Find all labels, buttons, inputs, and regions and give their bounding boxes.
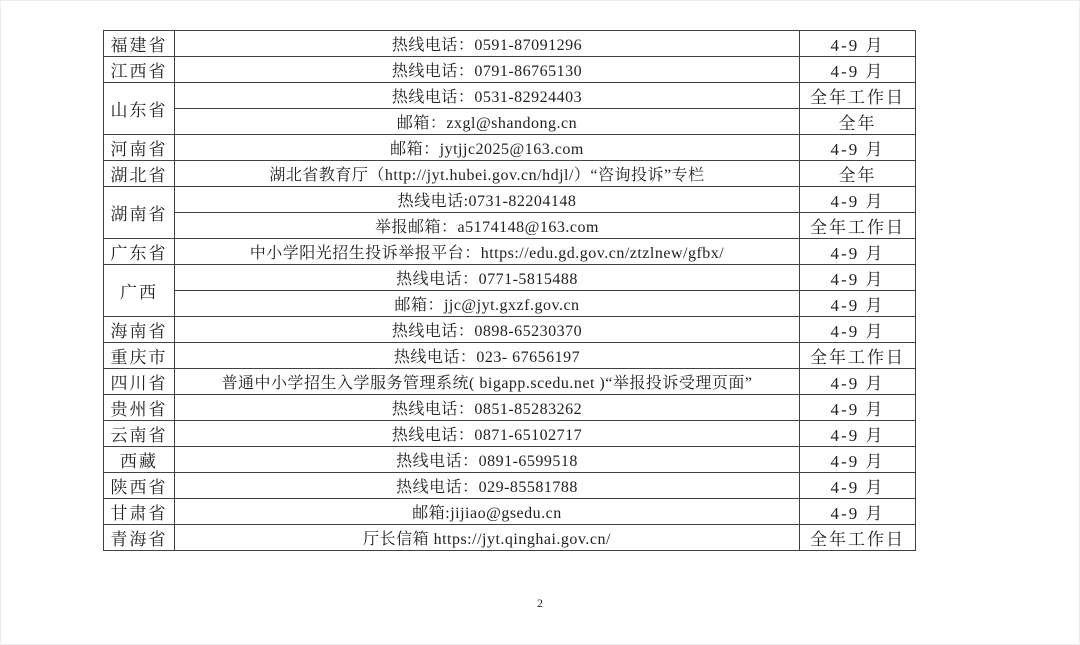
contact-channel-cell: 邮箱:jijiao@gsedu.cn bbox=[175, 499, 800, 525]
table-row bbox=[104, 473, 916, 499]
province-cell: 贵州省 bbox=[104, 395, 175, 421]
period-cell: 4-9 月 bbox=[800, 395, 916, 421]
period-cell: 4-9 月 bbox=[800, 499, 916, 525]
period-cell: 4-9 月 bbox=[800, 57, 916, 83]
table-row bbox=[104, 109, 916, 135]
province-cell: 福建省 bbox=[104, 31, 175, 57]
contact-channel-cell: 热线电话：029-85581788 bbox=[175, 473, 800, 499]
table-row bbox=[104, 265, 916, 291]
province-cell: 重庆市 bbox=[104, 343, 175, 369]
province-cell: 海南省 bbox=[104, 317, 175, 343]
contact-channel-cell: 厅长信箱 https://jyt.qinghai.gov.cn/ bbox=[175, 525, 800, 551]
province-cell: 江西省 bbox=[104, 57, 175, 83]
table-row bbox=[104, 291, 916, 317]
complaint-channels-table-body bbox=[104, 31, 916, 551]
province-cell: 青海省 bbox=[104, 525, 175, 551]
page-number: 2 bbox=[537, 596, 543, 610]
contact-channel-cell: 热线电话：0791-86765130 bbox=[175, 57, 800, 83]
table-row bbox=[104, 369, 916, 395]
table-row bbox=[104, 213, 916, 239]
table-row bbox=[104, 447, 916, 473]
period-cell: 全年工作日 bbox=[800, 343, 916, 369]
period-cell: 4-9 月 bbox=[800, 31, 916, 57]
period-cell: 4-9 月 bbox=[800, 265, 916, 291]
table-row bbox=[104, 31, 916, 57]
period-cell: 4-9 月 bbox=[800, 369, 916, 395]
complaint-channels-table bbox=[103, 30, 916, 551]
contact-channel-cell: 邮箱：jjc@jyt.gxzf.gov.cn bbox=[175, 291, 800, 317]
province-cell: 陕西省 bbox=[104, 473, 175, 499]
contact-channel-cell: 湖北省教育厅（http://jyt.hubei.gov.cn/hdjl/）“咨询投诉”专栏 bbox=[175, 161, 800, 187]
province-cell: 广西 bbox=[104, 265, 175, 317]
period-cell: 4-9 月 bbox=[800, 317, 916, 343]
contact-channel-cell: 热线电话：0531-82924403 bbox=[175, 83, 800, 109]
table-row bbox=[104, 343, 916, 369]
table-row bbox=[104, 525, 916, 551]
table-row bbox=[104, 187, 916, 213]
province-cell: 云南省 bbox=[104, 421, 175, 447]
contact-channel-cell: 热线电话：0891-6599518 bbox=[175, 447, 800, 473]
period-cell: 4-9 月 bbox=[800, 187, 916, 213]
period-cell: 全年工作日 bbox=[800, 525, 916, 551]
period-cell: 4-9 月 bbox=[800, 291, 916, 317]
period-cell: 4-9 月 bbox=[800, 473, 916, 499]
period-cell: 全年工作日 bbox=[800, 83, 916, 109]
table-row bbox=[104, 421, 916, 447]
province-cell: 四川省 bbox=[104, 369, 175, 395]
table-row bbox=[104, 135, 916, 161]
contact-channel-cell: 热线电话：0851-85283262 bbox=[175, 395, 800, 421]
period-cell: 全年 bbox=[800, 109, 916, 135]
period-cell: 4-9 月 bbox=[800, 447, 916, 473]
period-cell: 4-9 月 bbox=[800, 135, 916, 161]
period-cell: 全年 bbox=[800, 161, 916, 187]
contact-channel-cell: 邮箱：jytjjc2025@163.com bbox=[175, 135, 800, 161]
table-row bbox=[104, 239, 916, 265]
period-cell: 4-9 月 bbox=[800, 239, 916, 265]
table-row bbox=[104, 499, 916, 525]
table-row bbox=[104, 161, 916, 187]
province-cell: 甘肃省 bbox=[104, 499, 175, 525]
period-cell: 全年工作日 bbox=[800, 213, 916, 239]
contact-channel-cell: 中小学阳光招生投诉举报平台：https://edu.gd.gov.cn/ztzlnew/gfbx/ bbox=[175, 239, 800, 265]
contact-channel-cell: 热线电话：0771-5815488 bbox=[175, 265, 800, 291]
contact-channel-cell: 普通中小学招生入学服务管理系统( bigapp.scedu.net )“举报投诉受理页面” bbox=[175, 369, 800, 395]
province-cell: 山东省 bbox=[104, 83, 175, 135]
table-row bbox=[104, 395, 916, 421]
contact-channel-cell: 举报邮箱：a5174148@163.com bbox=[175, 213, 800, 239]
period-cell: 4-9 月 bbox=[800, 421, 916, 447]
province-cell: 广东省 bbox=[104, 239, 175, 265]
table-row bbox=[104, 317, 916, 343]
contact-channel-cell: 热线电话：0898-65230370 bbox=[175, 317, 800, 343]
contact-channel-cell: 热线电话：023- 67656197 bbox=[175, 343, 800, 369]
contact-channel-cell: 热线电话：0871-65102717 bbox=[175, 421, 800, 447]
province-cell: 湖北省 bbox=[104, 161, 175, 187]
province-cell: 西藏 bbox=[104, 447, 175, 473]
contact-channel-cell: 邮箱：zxgl@shandong.cn bbox=[175, 109, 800, 135]
province-cell: 河南省 bbox=[104, 135, 175, 161]
table-row bbox=[104, 83, 916, 109]
table-row bbox=[104, 57, 916, 83]
contact-channel-cell: 热线电话:0731-82204148 bbox=[175, 187, 800, 213]
province-cell: 湖南省 bbox=[104, 187, 175, 239]
contact-channel-cell: 热线电话：0591-87091296 bbox=[175, 31, 800, 57]
